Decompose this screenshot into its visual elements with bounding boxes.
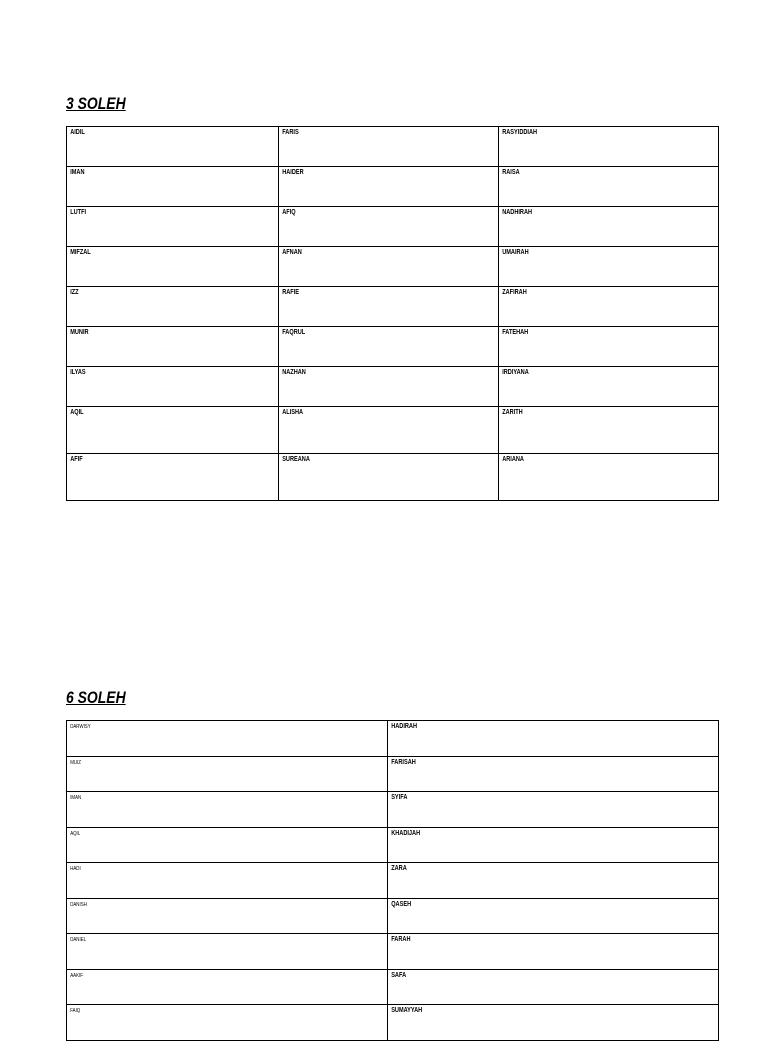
table-row: [67, 863, 719, 899]
table-cell: [67, 863, 388, 899]
table-row: [67, 167, 719, 207]
table-cell: [279, 454, 499, 501]
table-cell: [67, 367, 279, 407]
table-cell: [499, 287, 719, 327]
student-name: RASYIDDIAH: [502, 129, 538, 136]
student-name: NAZHAN: [282, 369, 306, 376]
table-cell: [279, 247, 499, 287]
student-name: IMAN: [70, 169, 85, 176]
table-cell: [499, 247, 719, 287]
table-cell: [67, 327, 279, 367]
table-cell: [67, 287, 279, 327]
table-cell: [67, 898, 388, 934]
student-name: MUIZ: [70, 759, 81, 766]
student-name: MUNIR: [70, 329, 89, 336]
student-name: ZAFIRAH: [502, 289, 527, 296]
table-cell: [388, 792, 719, 828]
student-name: IMAN: [70, 795, 82, 801]
student-name: SUMAYYAH: [391, 1007, 423, 1014]
table-cell: [67, 1005, 388, 1041]
student-name: FARAH: [391, 936, 411, 943]
table-row: [67, 327, 719, 367]
table-cell: [499, 127, 719, 167]
table-cell: [499, 207, 719, 247]
table-row: [67, 721, 719, 757]
student-name: ALISHA: [282, 409, 304, 416]
student-name: AAKIF: [70, 972, 83, 979]
table-row: [67, 898, 719, 934]
table-cell: [388, 721, 719, 757]
student-name: IRDIYANA: [502, 369, 529, 376]
table-cell: [67, 454, 279, 501]
student-name: FARIS: [282, 129, 299, 136]
table-cell: [499, 454, 719, 501]
student-name: AFIF: [70, 456, 83, 463]
student-name: MIFZAL: [70, 249, 91, 256]
table-cell: [388, 934, 719, 970]
table-cell: [67, 827, 388, 863]
student-name: NADHIRAH: [502, 209, 533, 216]
table-cell: [388, 863, 719, 899]
student-name: HAIDER: [282, 169, 304, 176]
student-name: HADI: [70, 866, 81, 872]
student-name: DANISH: [70, 901, 87, 908]
table-cell: [279, 367, 499, 407]
table-cell: [67, 407, 279, 454]
table-row: [67, 367, 719, 407]
table-cell: [499, 327, 719, 367]
table-cell: [67, 167, 279, 207]
table-row: [67, 969, 719, 1005]
student-name: DARWISY: [70, 724, 91, 730]
table-row: [67, 287, 719, 327]
class-3-soleh-table: [66, 126, 719, 501]
student-name: LUTFI: [70, 209, 87, 216]
student-name: RAISA: [502, 169, 520, 176]
student-name: KHADIJAH: [391, 829, 421, 837]
student-name: DANIEL: [70, 937, 87, 943]
table-cell: [67, 792, 388, 828]
table-cell: [279, 207, 499, 247]
table-cell: [279, 167, 499, 207]
table-row: [67, 407, 719, 454]
section-title-3-soleh: 3 SOLEH: [66, 94, 126, 113]
table-cell: [67, 934, 388, 970]
table-cell: [67, 721, 388, 757]
student-name: SUREANA: [282, 456, 310, 463]
table-row: [67, 756, 719, 792]
table-cell: [388, 898, 719, 934]
student-name: FAIQ: [70, 1008, 81, 1014]
table-cell: [388, 1005, 719, 1041]
student-name: FAQRUL: [282, 329, 306, 336]
table-cell: [67, 756, 388, 792]
student-name: ARIANA: [502, 456, 524, 463]
table-cell: [67, 247, 279, 287]
student-name: HADIRAH: [391, 723, 418, 730]
table-row: [67, 827, 719, 863]
student-name: RAFIE: [282, 289, 299, 296]
student-name: AQIL: [70, 830, 81, 837]
student-name: SYIFA: [391, 794, 408, 801]
table-cell: [67, 969, 388, 1005]
table-row: [67, 1005, 719, 1041]
table-cell: [279, 287, 499, 327]
student-name: UMAIRAH: [502, 249, 529, 256]
student-name: FATEHAH: [502, 329, 529, 336]
table-cell: [499, 167, 719, 207]
table-row: [67, 792, 719, 828]
table-cell: [279, 327, 499, 367]
table-cell: [279, 127, 499, 167]
table-row: [67, 127, 719, 167]
student-name: SAFA: [391, 971, 407, 979]
student-name: ILYAS: [70, 369, 86, 376]
student-name: ZARITH: [502, 409, 523, 416]
table-cell: [388, 827, 719, 863]
table-row: [67, 934, 719, 970]
table-cell: [499, 407, 719, 454]
student-name: ZARA: [391, 865, 407, 872]
table-cell: [67, 207, 279, 247]
section-title-6-soleh: 6 SOLEH: [66, 688, 126, 707]
student-name: QASEH: [391, 900, 412, 908]
table-row: [67, 207, 719, 247]
student-name: AQIL: [70, 409, 84, 416]
student-name: AFIQ: [282, 209, 296, 216]
table-cell: [67, 127, 279, 167]
student-name: FARISAH: [391, 758, 416, 766]
table-row: [67, 247, 719, 287]
student-name: IZZ: [70, 289, 79, 296]
class-6-soleh-table: [66, 720, 719, 1041]
table-cell: [499, 367, 719, 407]
table-row: [67, 454, 719, 501]
table-cell: [388, 969, 719, 1005]
table-cell: [279, 407, 499, 454]
student-name: AFNAN: [282, 249, 302, 256]
table-cell: [388, 756, 719, 792]
student-name: AIDIL: [70, 129, 85, 136]
